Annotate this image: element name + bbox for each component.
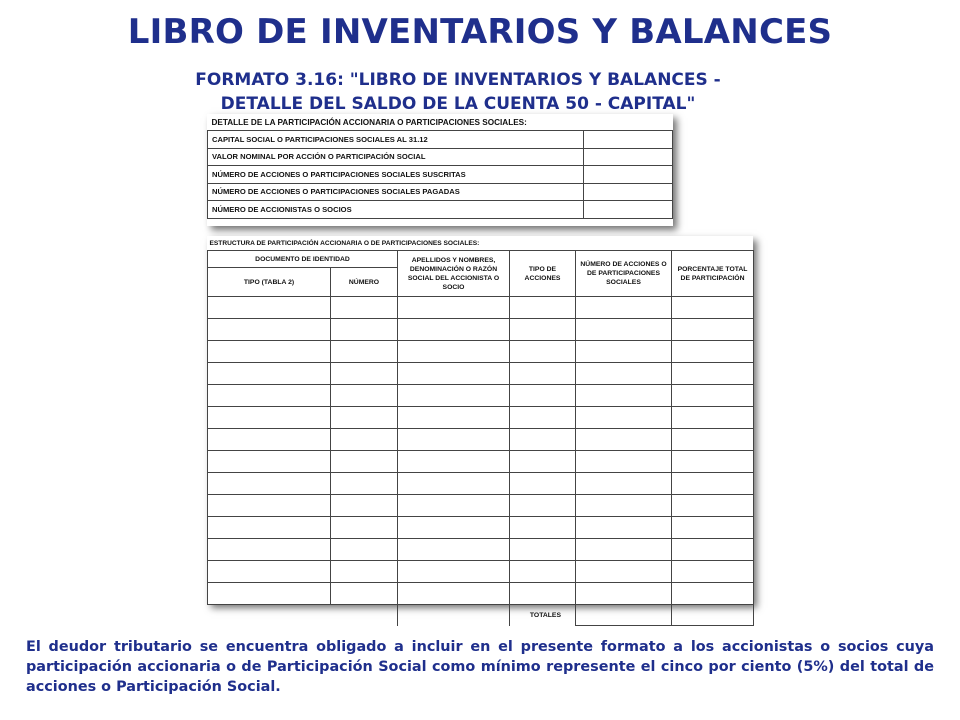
- total-acciones-cell[interactable]: [576, 605, 672, 626]
- detail-row: [208, 131, 673, 149]
- cell-numero[interactable]: [331, 319, 398, 341]
- totals-label: TOTALES: [510, 605, 576, 626]
- col-header-tipo-acciones: TIPO DE ACCIONES: [510, 251, 576, 297]
- cell-numero-acciones[interactable]: [576, 341, 672, 363]
- cell-apellidos[interactable]: [398, 319, 510, 341]
- cell-tipo-acciones[interactable]: [510, 319, 576, 341]
- structure-table: [207, 236, 754, 626]
- table-row: [208, 297, 754, 319]
- cell-apellidos[interactable]: [398, 363, 510, 385]
- cell-tipo-acciones[interactable]: [510, 407, 576, 429]
- cell-numero[interactable]: [331, 341, 398, 363]
- subtitle-line-2: DETALLE DEL SALDO DE LA CUENTA 50 - CAPITAL": [220, 94, 696, 114]
- cell-tipo-acciones[interactable]: [510, 363, 576, 385]
- detail-row-value[interactable]: [584, 131, 673, 149]
- cell-apellidos[interactable]: [398, 473, 510, 495]
- cell-tipo-acciones[interactable]: [510, 385, 576, 407]
- cell-numero[interactable]: [331, 539, 398, 561]
- cell-tipo[interactable]: [208, 341, 331, 363]
- table-row: [208, 407, 754, 429]
- cell-porcentaje[interactable]: [672, 539, 754, 561]
- col-header-documento: DOCUMENTO DE IDENTIDAD: [208, 251, 398, 268]
- detail-table-sheet: [207, 114, 673, 226]
- detail-row: [208, 201, 673, 219]
- cell-numero[interactable]: [331, 451, 398, 473]
- structure-table-sheet: [207, 236, 753, 619]
- cell-numero-acciones[interactable]: [576, 363, 672, 385]
- cell-tipo-acciones[interactable]: [510, 451, 576, 473]
- cell-numero[interactable]: [331, 495, 398, 517]
- cell-tipo-acciones[interactable]: [510, 517, 576, 539]
- cell-porcentaje[interactable]: [672, 583, 754, 605]
- table-row: [208, 539, 754, 561]
- cell-apellidos[interactable]: [398, 385, 510, 407]
- cell-apellidos[interactable]: [398, 583, 510, 605]
- table-row: [208, 429, 754, 451]
- cell-tipo-acciones[interactable]: [510, 429, 576, 451]
- cell-numero[interactable]: [331, 583, 398, 605]
- cell-tipo-acciones[interactable]: [510, 561, 576, 583]
- cell-numero[interactable]: [331, 561, 398, 583]
- cell-apellidos[interactable]: [398, 297, 510, 319]
- table-row: [208, 473, 754, 495]
- detail-row-label: NÚMERO DE ACCIONES O PARTICIPACIONES SOCIALES PAGADAS: [208, 183, 584, 201]
- detail-table-header: DETALLE DE LA PARTICIPACIÓN ACCIONARIA O PARTICIPACIONES SOCIALES:: [208, 114, 673, 131]
- detail-row: [208, 183, 673, 201]
- table-row: [208, 363, 754, 385]
- detail-row-label: NÚMERO DE ACCIONISTAS O SOCIOS: [208, 201, 584, 219]
- cell-numero-acciones[interactable]: [576, 561, 672, 583]
- cell-numero-acciones[interactable]: [576, 517, 672, 539]
- cell-apellidos[interactable]: [398, 341, 510, 363]
- detail-row-value[interactable]: [584, 201, 673, 219]
- cell-porcentaje[interactable]: [672, 385, 754, 407]
- cell-numero[interactable]: [331, 385, 398, 407]
- detail-row-label: NÚMERO DE ACCIONES O PARTICIPACIONES SOCIALES SUSCRITAS: [208, 166, 584, 184]
- cell-tipo-acciones[interactable]: [510, 341, 576, 363]
- cell-tipo[interactable]: [208, 363, 331, 385]
- cell-numero-acciones[interactable]: [576, 473, 672, 495]
- cell-numero[interactable]: [331, 407, 398, 429]
- cell-tipo[interactable]: [208, 561, 331, 583]
- cell-numero-acciones[interactable]: [576, 583, 672, 605]
- table-row: [208, 451, 754, 473]
- cell-tipo[interactable]: [208, 517, 331, 539]
- cell-porcentaje[interactable]: [672, 473, 754, 495]
- cell-porcentaje[interactable]: [672, 429, 754, 451]
- cell-porcentaje[interactable]: [672, 517, 754, 539]
- cell-tipo[interactable]: [208, 583, 331, 605]
- table-row: [208, 319, 754, 341]
- cell-tipo-acciones[interactable]: [510, 473, 576, 495]
- cell-porcentaje[interactable]: [672, 297, 754, 319]
- cell-tipo-acciones[interactable]: [510, 539, 576, 561]
- cell-apellidos[interactable]: [398, 429, 510, 451]
- cell-porcentaje[interactable]: [672, 341, 754, 363]
- subtitle-line-1: FORMATO 3.16: "LIBRO DE INVENTARIOS Y BALANCES -: [195, 70, 721, 90]
- cell-tipo[interactable]: [208, 451, 331, 473]
- col-header-apellidos: APELLIDOS Y NOMBRES, DENOMINACIÓN O RAZÓN SOCIAL DEL ACCIONISTA O SOCIO: [398, 251, 510, 297]
- table-row: [208, 583, 754, 605]
- cell-porcentaje[interactable]: [672, 319, 754, 341]
- cell-apellidos[interactable]: [398, 407, 510, 429]
- cell-tipo[interactable]: [208, 407, 331, 429]
- cell-numero-acciones[interactable]: [576, 319, 672, 341]
- cell-porcentaje[interactable]: [672, 451, 754, 473]
- col-header-numero-acciones: NÚMERO DE ACCIONES O DE PARTICIPACIONES SOCIALES: [576, 251, 672, 297]
- cell-tipo[interactable]: [208, 297, 331, 319]
- cell-porcentaje[interactable]: [672, 495, 754, 517]
- cell-tipo[interactable]: [208, 539, 331, 561]
- detail-row-value[interactable]: [584, 166, 673, 184]
- col-header-tipo: TIPO (TABLA 2): [208, 268, 331, 297]
- table-row: [208, 517, 754, 539]
- cell-tipo-acciones[interactable]: [510, 583, 576, 605]
- detail-row-label: CAPITAL SOCIAL O PARTICIPACIONES SOCIALES AL 31.12: [208, 131, 584, 149]
- cell-tipo[interactable]: [208, 319, 331, 341]
- cell-porcentaje[interactable]: [672, 407, 754, 429]
- cell-numero-acciones[interactable]: [576, 451, 672, 473]
- table-row: [208, 341, 754, 363]
- page-title: LIBRO DE INVENTARIOS Y BALANCES: [127, 12, 833, 52]
- cell-numero-acciones[interactable]: [576, 407, 672, 429]
- table-row: [208, 385, 754, 407]
- table-row: [208, 561, 754, 583]
- cell-tipo[interactable]: [208, 473, 331, 495]
- col-header-numero: NÚMERO: [331, 268, 398, 297]
- cell-apellidos[interactable]: [398, 451, 510, 473]
- cell-numero-acciones[interactable]: [576, 495, 672, 517]
- cell-tipo[interactable]: [208, 495, 331, 517]
- detail-row: [208, 166, 673, 184]
- cell-apellidos[interactable]: [398, 539, 510, 561]
- cell-numero-acciones[interactable]: [576, 539, 672, 561]
- detail-row-value[interactable]: [584, 148, 673, 166]
- cell-apellidos[interactable]: [398, 495, 510, 517]
- cell-porcentaje[interactable]: [672, 363, 754, 385]
- cell-numero[interactable]: [331, 363, 398, 385]
- cell-tipo[interactable]: [208, 385, 331, 407]
- cell-apellidos[interactable]: [398, 561, 510, 583]
- cell-numero-acciones[interactable]: [576, 297, 672, 319]
- footnote: El deudor tributario se encuentra obligado a incluir en el presente formato a los accionistas o socios cuya participación accionaria o de Participación Social como mínimo represente el cinco por ciento (5%) del total de acciones o Participación Social.: [26, 639, 934, 695]
- cell-apellidos[interactable]: [398, 517, 510, 539]
- cell-porcentaje[interactable]: [672, 561, 754, 583]
- total-porcentaje-cell[interactable]: [672, 605, 754, 626]
- cell-numero[interactable]: [331, 517, 398, 539]
- col-header-porcentaje: PORCENTAJE TOTAL DE PARTICIPACIÓN: [672, 251, 754, 297]
- structure-table-caption: ESTRUCTURA DE PARTICIPACIÓN ACCIONARIA O DE PARTICIPACIONES SOCIALES:: [209, 239, 480, 247]
- cell-tipo-acciones[interactable]: [510, 495, 576, 517]
- cell-numero-acciones[interactable]: [576, 429, 672, 451]
- cell-numero[interactable]: [331, 297, 398, 319]
- cell-tipo-acciones[interactable]: [510, 297, 576, 319]
- format-subtitle: [0, 68, 916, 116]
- detail-table: [207, 114, 673, 219]
- detail-row: [208, 148, 673, 166]
- cell-numero[interactable]: [331, 473, 398, 495]
- cell-numero-acciones[interactable]: [576, 385, 672, 407]
- cell-numero[interactable]: [331, 429, 398, 451]
- detail-row-value[interactable]: [584, 183, 673, 201]
- cell-tipo[interactable]: [208, 429, 331, 451]
- detail-row-label: VALOR NOMINAL POR ACCIÓN O PARTICIPACIÓN SOCIAL: [208, 148, 584, 166]
- table-row: [208, 495, 754, 517]
